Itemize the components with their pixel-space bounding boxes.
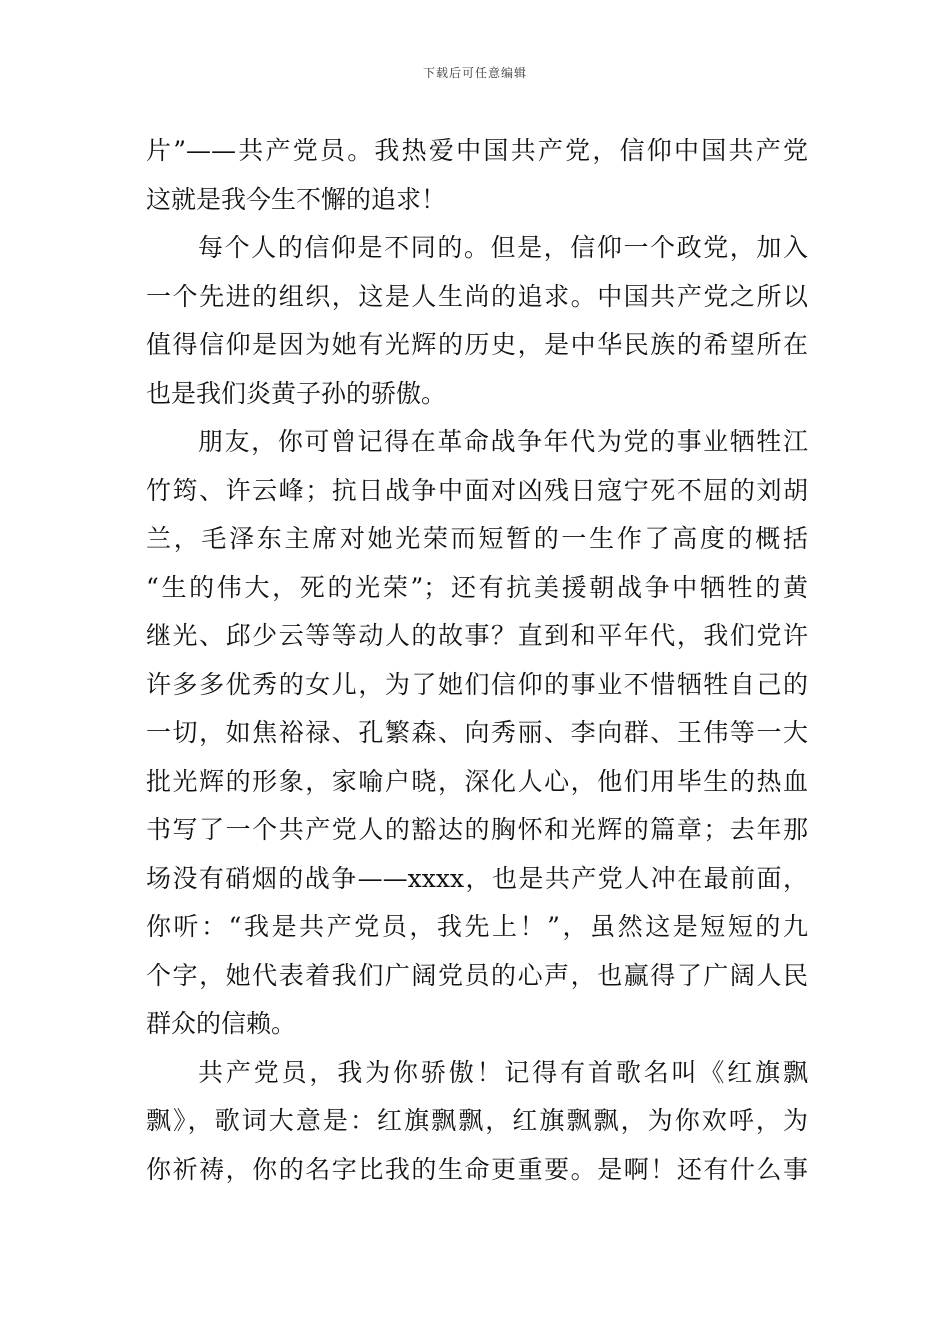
- text-line: “生的伟大，死的光荣”；还有抗美援朝战争中牺牲的黄: [146, 572, 808, 602]
- text-line: 片”——共产党员。我热爱中国共产党，信仰中国共产党: [146, 136, 808, 165]
- text-line: 继光、邱少云等等动人的故事？直到和平年代，我们党许: [146, 621, 808, 650]
- text-line: 竹筠、许云峰；抗日战争中面对凶残日寇宁死不屈的刘胡: [146, 475, 808, 505]
- text-line: 兰，毛泽东主席对她光荣而短暂的一生作了高度的概括: [146, 524, 808, 553]
- text-line: 每个人的信仰是不同的。但是，信仰一个政党，加入: [198, 233, 808, 262]
- text-line: 群众的信赖。: [146, 1009, 297, 1038]
- text-line: 也是我们炎黄子孙的骄傲。: [146, 378, 447, 408]
- text-line: 一切，如焦裕禄、孔繁森、向秀丽、李向群、王伟等一大: [146, 718, 808, 747]
- text-line: 这就是我今生不懈的追求！: [146, 184, 447, 214]
- text-line: 朋友，你可曾记得在革命战争年代为党的事业牺牲江: [198, 427, 808, 456]
- text-line: 个字，她代表着我们广阔党员的心声，也赢得了广阔人民: [146, 960, 808, 990]
- text-line: 批光辉的形象，家喻户晓，深化人心，他们用毕生的热血: [146, 766, 808, 796]
- text-line: 值得信仰是因为她有光辉的历史，是中华民族的希望所在: [146, 330, 808, 359]
- text-line: 你听：“我是共产党员，我先上！”，虽然这是短短的九: [146, 912, 808, 941]
- text-line: 场没有硝烟的战争——xxxx，也是共产党人冲在最前面，: [146, 863, 808, 893]
- document-body: [146, 127, 808, 1194]
- header-note: 下载后可任意编辑: [422, 66, 527, 80]
- text-line: 你祈祷，你的名字比我的生命更重要。是啊！还有什么事: [146, 1154, 808, 1184]
- text-line: 一个先进的组织，这是人生尚的追求。中国共产党之所以: [146, 281, 808, 311]
- text-line: 共产党员，我为你骄傲！记得有首歌名叫《红旗飘: [198, 1057, 808, 1087]
- text-line: 许多多优秀的女儿，为了她们信仰的事业不惜牺牲自己的: [146, 669, 808, 699]
- text-line: 书写了一个共产党人的豁达的胸怀和光辉的篇章；去年那: [146, 815, 808, 844]
- text-line: 飘》，歌词大意是：红旗飘飘，红旗飘飘，为你欢呼，为: [146, 1106, 808, 1135]
